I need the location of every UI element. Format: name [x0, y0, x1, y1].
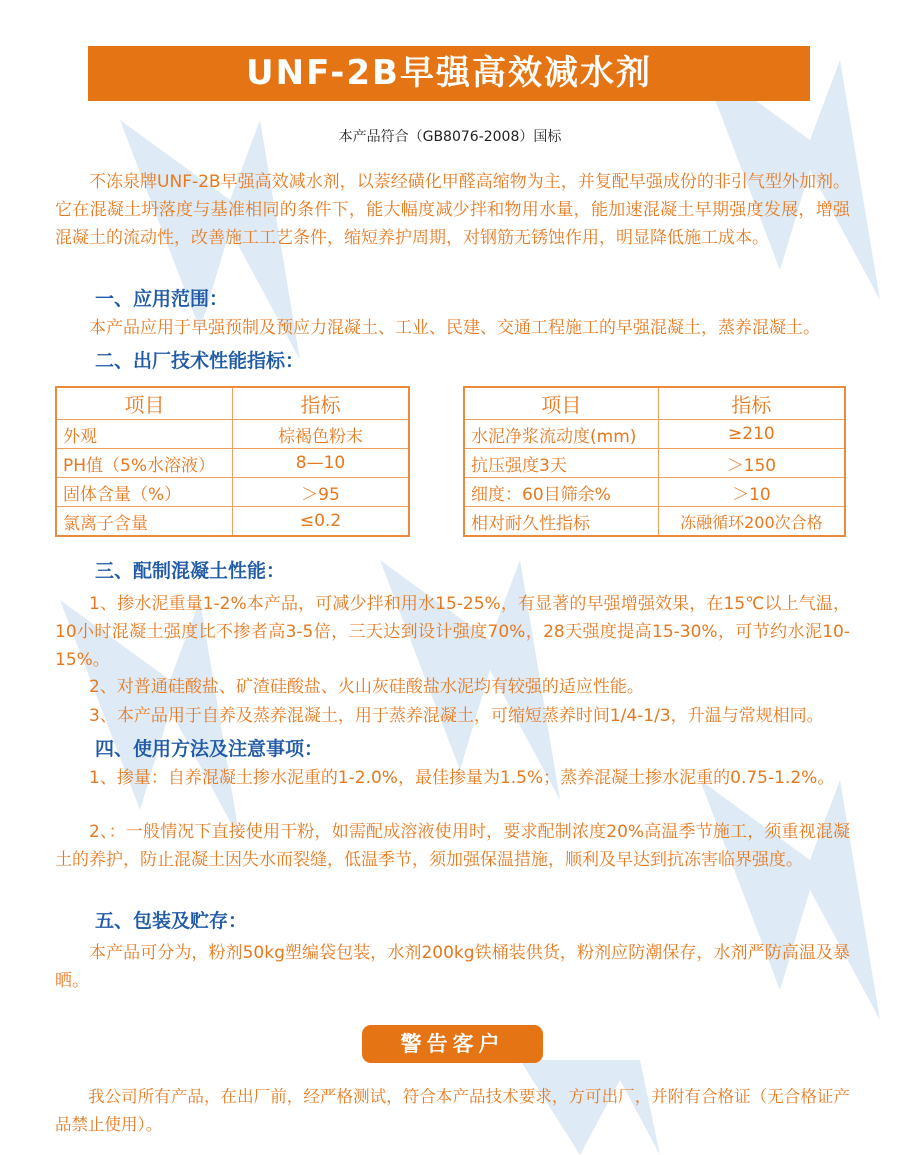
- section-heading-5: 五、包装及贮存：: [95, 910, 248, 932]
- col-header: 指标: [233, 387, 410, 420]
- cell: 棕褐色粉末: [233, 420, 410, 449]
- section-heading-1: 一、应用范围：: [95, 288, 229, 310]
- section-heading-2: 二、出厂技术性能指标：: [95, 350, 305, 372]
- section-heading-4: 四、使用方法及注意事项：: [95, 738, 324, 760]
- cell: 水泥净浆流动度(mm): [464, 420, 658, 449]
- table-row: [56, 478, 409, 507]
- section-5-text: 本产品可分为，粉剂50kg塑编袋包装，水剂200kg铁桶装供货，粉剂应防潮保存，水剂严防高温及暴晒。: [55, 943, 850, 991]
- table-row: [56, 420, 409, 449]
- standard-note: 本产品符合（GB8076-2008）国标: [338, 129, 562, 145]
- section-1-text: 本产品应用于早强预制及预应力混凝土、工业、民建、交通工程施工的早强混凝土，蒸养混凝土。: [89, 318, 820, 338]
- cell: ＞150: [658, 449, 845, 478]
- section-3-item-3: 3、本产品用于自养及蒸养混凝土，用于蒸养混凝土，可缩短蒸养时间1/4-1/3，升温与常规相同。: [89, 706, 824, 726]
- section-3-item-1: 1、掺水泥重量1-2%本产品，可减少拌和用水15-25%，有显著的早强增强效果，在15℃以上气温，10小时混凝土强度比不掺者高3-5倍，三天达到设计强度70%，28天强度提高15-30%，可节约水泥10-15%。: [55, 594, 850, 670]
- section-4-item-1: 1、掺量：自养混凝土掺水泥重的1-2.0%，最佳掺量为1.5%；蒸养混凝土掺水泥重的0.75-1.2%。: [89, 768, 835, 788]
- section-3-item-2: 2、对普通硅酸盐、矿渣硅酸盐、火山灰硅酸盐水泥均有较强的适应性能。: [89, 677, 644, 697]
- cell: 固体含量（%）: [56, 478, 233, 507]
- intro-paragraph: 不冻泉牌UNF-2B早强高效减水剂，以萘经磺化甲醛高缩物为主，并复配早强成份的非引气型外加剂。它在混凝土坍落度与基准相同的条件下，能大幅度减少拌和物用水量，能加速混凝土早期强度发展，增强混凝土的流动性，改善施工工艺条件，缩短养护周期，对钢筋无锈蚀作用，明显降低施工成本。: [55, 172, 850, 248]
- spec-table-left: [55, 386, 410, 537]
- warning-text: 我公司所有产品，在出厂前，经严格测试，符合本产品技术要求，方可出厂，并附有合格证（无合格证产品禁止使用）。: [55, 1087, 850, 1134]
- section-heading-3: 三、配制混凝土性能：: [95, 560, 286, 582]
- cell: ＞10: [658, 478, 845, 507]
- cell: 8—10: [233, 449, 410, 478]
- cell: 外观: [56, 420, 233, 449]
- table-row: [464, 449, 845, 478]
- table-row: [464, 507, 845, 537]
- cell: ＞95: [233, 478, 410, 507]
- table-row: [56, 449, 409, 478]
- col-header: 指标: [658, 387, 845, 420]
- cell: 细度：60目筛余%: [464, 478, 658, 507]
- col-header: 项目: [56, 387, 233, 420]
- table-row: [464, 420, 845, 449]
- cell: ≥210: [658, 420, 845, 449]
- cell: PH值（5%水溶液）: [56, 449, 233, 478]
- table-row: [464, 478, 845, 507]
- cell: 抗压强度3天: [464, 449, 658, 478]
- spec-table-right: [463, 386, 846, 537]
- cell: 氯离子含量: [56, 507, 233, 537]
- section-4-item-2: 2、：一般情况下直接使用干粉，如需配成溶液使用时，要求配制浓度20%高温季节施工，须重视混凝土的养护，防止混凝土因失水而裂缝，低温季节，须加强保温措施，顺利及早达到抗冻害临界强度。: [55, 822, 850, 870]
- col-header: 项目: [464, 387, 658, 420]
- cell: 冻融循环200次合格: [658, 507, 845, 537]
- page-title: UNF-2B早强高效减水剂: [88, 46, 810, 101]
- cell: ≤0.2: [233, 507, 410, 537]
- cell: 相对耐久性指标: [464, 507, 658, 537]
- table-row: [56, 507, 409, 537]
- warning-label: 警告客户: [362, 1025, 543, 1063]
